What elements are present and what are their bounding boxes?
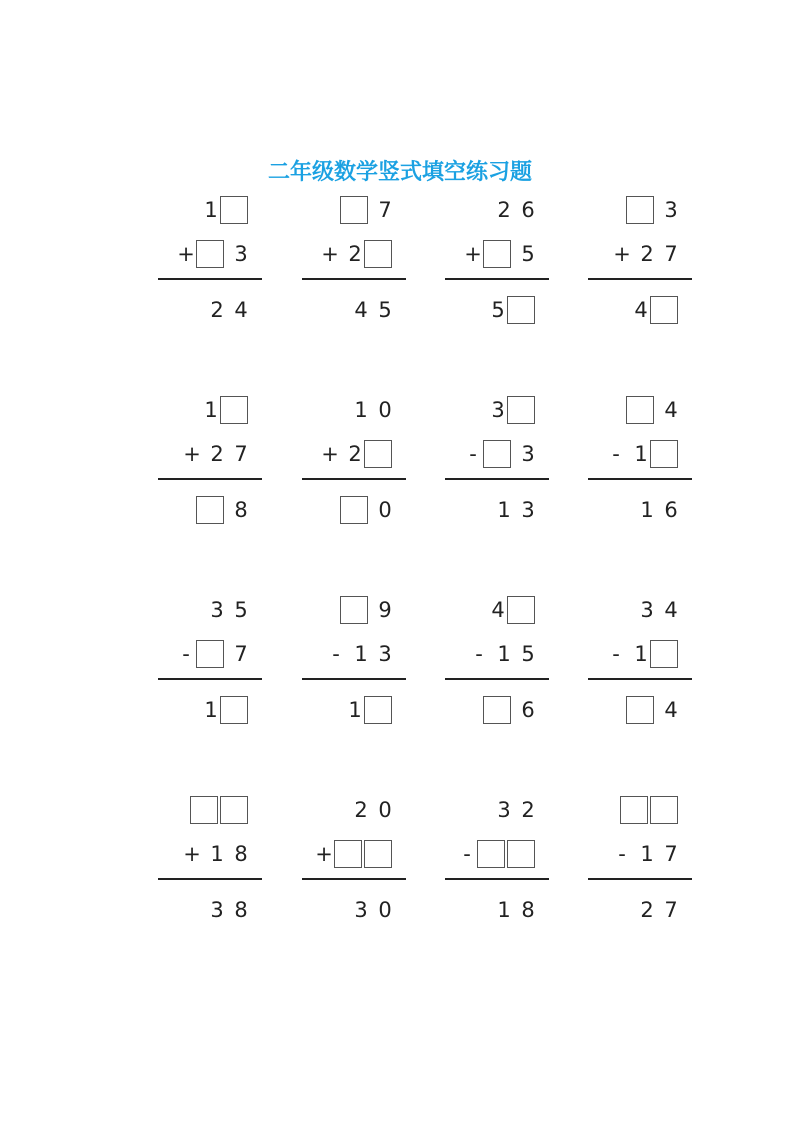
result-digit: 5 [378,298,392,322]
second-number-row [598,638,678,670]
answer-blank-box[interactable] [364,696,392,724]
vertical-problem [302,794,406,924]
result-digit: 6 [521,698,535,722]
operator-sign: - [469,442,477,466]
second-number-digit: 3 [378,642,392,666]
answer-blank-box[interactable] [650,796,678,824]
sum-line [158,278,262,280]
second-number-digit: 2 [348,442,362,466]
answer-blank-box[interactable] [220,196,248,224]
top-number-row [344,394,392,426]
top-number-digit: 2 [521,798,535,822]
operator-sign: + [464,242,482,266]
answer-blank-box[interactable] [220,796,248,824]
top-number-digit: 0 [378,798,392,822]
second-number-digit: 7 [234,442,248,466]
top-number-row [200,594,248,626]
result-digit: 2 [210,298,224,322]
second-number-digit: 5 [521,642,535,666]
top-number-digit: 9 [378,598,392,622]
answer-blank-box[interactable] [196,496,224,524]
second-number-digit: 3 [521,442,535,466]
second-number-digit: 8 [234,842,248,866]
answer-blank-box[interactable] [340,596,368,624]
result-digit: 4 [234,298,248,322]
vertical-problem [445,194,549,324]
top-number-row [618,794,678,826]
operator-sign: + [177,242,195,266]
second-number-digit: 7 [664,842,678,866]
second-number-digit: 2 [348,242,362,266]
answer-blank-box[interactable] [650,296,678,324]
result-digit: 6 [664,498,678,522]
second-number-row [312,438,392,470]
result-digit: 7 [664,898,678,922]
answer-blank-box[interactable] [364,440,392,468]
result-digit: 3 [521,498,535,522]
sum-line [302,678,406,680]
top-number-digit: 3 [210,598,224,622]
top-number-row [338,594,392,626]
result-row [630,894,678,926]
sum-line [588,678,692,680]
top-number-row [344,794,392,826]
result-row [487,494,535,526]
vertical-problem [588,794,692,924]
top-number-digit: 3 [664,198,678,222]
operator-sign: - [618,842,626,866]
answer-blank-box[interactable] [620,796,648,824]
answer-blank-box[interactable] [190,796,218,824]
top-number-row [487,794,535,826]
sum-line [158,478,262,480]
second-number-digit: 1 [634,642,648,666]
second-number-row [174,838,248,870]
result-digit: 1 [348,698,362,722]
top-number-row [624,394,678,426]
vertical-problem [445,794,549,924]
second-number-digit: 3 [234,242,248,266]
result-digit: 4 [634,298,648,322]
vertical-problem [588,194,692,324]
top-number-row [481,394,535,426]
operator-sign: - [475,642,483,666]
result-digit: 8 [234,498,248,522]
top-number-digit: 0 [378,398,392,422]
answer-blank-box[interactable] [507,840,535,868]
sum-line [302,878,406,880]
second-number-row [306,838,392,870]
result-digit: 3 [354,898,368,922]
top-number-digit: 6 [521,198,535,222]
top-number-digit: 5 [234,598,248,622]
second-number-digit: 7 [664,242,678,266]
operator-sign: - [612,642,620,666]
sum-line [158,678,262,680]
vertical-problem [588,394,692,524]
second-number-row [318,638,392,670]
top-number-digit: 1 [204,198,218,222]
result-row [487,894,535,926]
top-number-row [481,594,535,626]
result-digit: 2 [640,898,654,922]
second-number-row [168,238,248,270]
second-number-digit: 5 [521,242,535,266]
answer-blank-box[interactable] [507,596,535,624]
sum-line [445,478,549,480]
top-number-digit: 4 [491,598,505,622]
second-number-row [449,838,535,870]
vertical-problem [158,794,262,924]
vertical-problem [158,194,262,324]
result-digit: 0 [378,498,392,522]
second-number-digit: 2 [640,242,654,266]
sum-line [445,678,549,680]
answer-blank-box[interactable] [483,240,511,268]
second-number-row [598,438,678,470]
top-number-row [624,194,678,226]
second-number-row [174,438,248,470]
second-number-digit: 1 [640,842,654,866]
answer-blank-box[interactable] [626,196,654,224]
vertical-problem [302,394,406,524]
operator-sign: - [463,842,471,866]
result-digit: 5 [491,298,505,322]
operator-sign: + [613,242,631,266]
result-digit: 8 [521,898,535,922]
sum-line [445,878,549,880]
second-number-digit: 1 [210,842,224,866]
result-digit: 3 [210,898,224,922]
result-digit: 4 [664,698,678,722]
result-row [338,694,392,726]
vertical-problem [158,594,262,724]
answer-blank-box[interactable] [483,440,511,468]
top-number-digit: 2 [354,798,368,822]
result-row [194,694,248,726]
operator-sign: + [183,442,201,466]
top-number-digit: 3 [640,598,654,622]
sum-line [445,278,549,280]
result-digit: 1 [497,498,511,522]
top-number-digit: 7 [378,198,392,222]
result-row [481,294,535,326]
sum-line [588,878,692,880]
vertical-problem [158,394,262,524]
second-number-row [455,238,535,270]
operator-sign: - [612,442,620,466]
result-digit: 8 [234,898,248,922]
second-number-row [312,238,392,270]
vertical-problem [445,594,549,724]
answer-blank-box[interactable] [220,396,248,424]
answer-blank-box[interactable] [196,640,224,668]
result-row [344,894,392,926]
top-number-digit: 3 [491,398,505,422]
sum-line [588,278,692,280]
vertical-problem [302,594,406,724]
top-number-digit: 1 [354,398,368,422]
result-digit: 4 [354,298,368,322]
operator-sign: + [321,442,339,466]
result-digit: 1 [640,498,654,522]
result-digit: 0 [378,898,392,922]
vertical-problem [302,194,406,324]
answer-blank-box[interactable] [650,640,678,668]
operator-sign: + [321,242,339,266]
top-number-digit: 3 [497,798,511,822]
second-number-row [461,638,535,670]
answer-blank-box[interactable] [334,840,362,868]
answer-blank-box[interactable] [220,696,248,724]
answer-blank-box[interactable] [364,240,392,268]
result-row [344,294,392,326]
second-number-digit: 1 [354,642,368,666]
second-number-row [604,238,678,270]
second-number-digit: 1 [497,642,511,666]
result-row [200,294,248,326]
second-number-digit: 2 [210,442,224,466]
top-number-digit: 2 [497,198,511,222]
operator-sign: + [315,842,333,866]
vertical-problem [588,594,692,724]
result-digit: 1 [497,898,511,922]
top-number-row [338,194,392,226]
sum-line [302,278,406,280]
top-number-digit: 4 [664,598,678,622]
operator-sign: - [332,642,340,666]
second-number-row [455,438,535,470]
top-number-digit: 1 [204,398,218,422]
result-row [338,494,392,526]
result-row [624,294,678,326]
answer-blank-box[interactable] [626,696,654,724]
answer-blank-box[interactable] [650,440,678,468]
second-number-row [168,638,248,670]
second-number-digit: 1 [634,442,648,466]
top-number-digit: 4 [664,398,678,422]
vertical-problem [445,394,549,524]
operator-sign: + [183,842,201,866]
answer-blank-box[interactable] [364,840,392,868]
answer-blank-box[interactable] [340,496,368,524]
answer-blank-box[interactable] [626,396,654,424]
result-row [624,694,678,726]
answer-blank-box[interactable] [477,840,505,868]
top-number-row [188,794,248,826]
second-number-digit: 7 [234,642,248,666]
answer-blank-box[interactable] [507,296,535,324]
answer-blank-box[interactable] [507,396,535,424]
sum-line [158,878,262,880]
operator-sign: - [182,642,190,666]
result-row [194,494,248,526]
result-row [200,894,248,926]
result-row [481,694,535,726]
result-row [630,494,678,526]
sum-line [302,478,406,480]
sum-line [588,478,692,480]
answer-blank-box[interactable] [196,240,224,268]
top-number-row [194,194,248,226]
second-number-row [604,838,678,870]
top-number-row [487,194,535,226]
top-number-row [194,394,248,426]
answer-blank-box[interactable] [483,696,511,724]
result-digit: 1 [204,698,218,722]
answer-blank-box[interactable] [340,196,368,224]
page-title: 二年级数学竖式填空练习题 [267,159,532,185]
top-number-row [630,594,678,626]
